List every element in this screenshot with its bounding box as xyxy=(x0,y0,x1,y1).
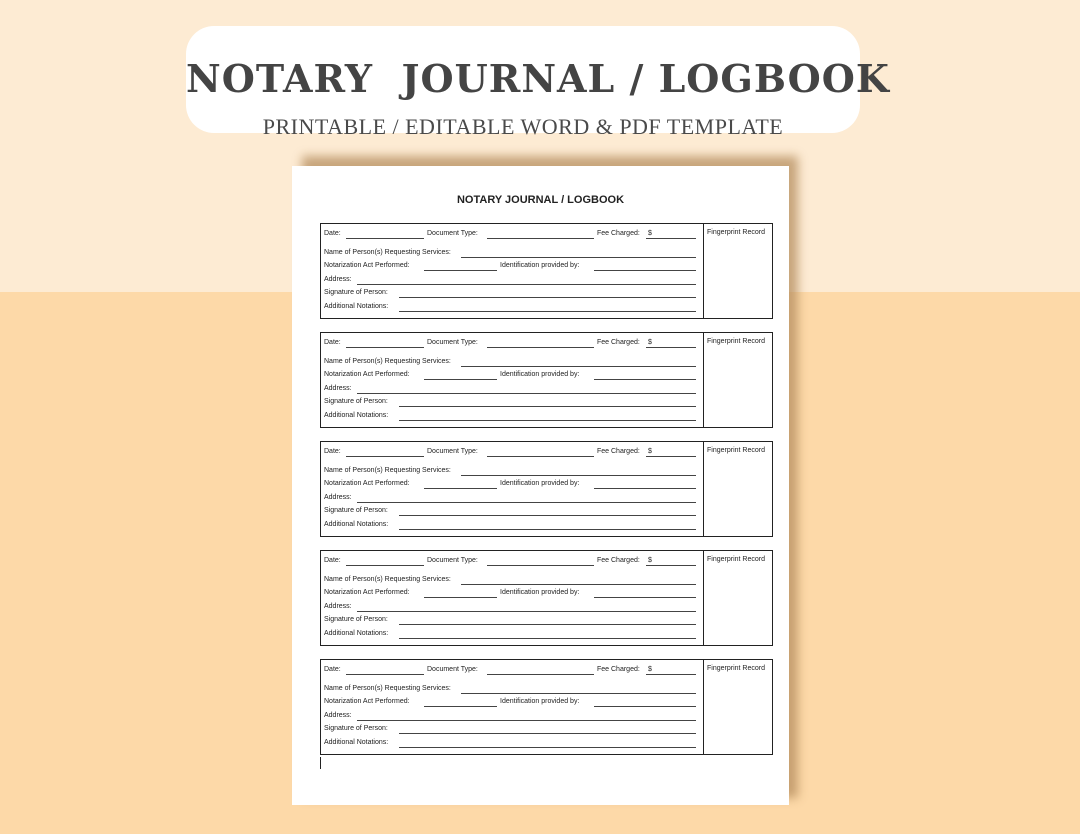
notations-label: Additional Notations: xyxy=(324,630,389,637)
address-field[interactable] xyxy=(357,284,696,285)
currency-symbol: $ xyxy=(648,230,652,237)
fingerprint-box xyxy=(703,224,773,318)
document-type-field[interactable] xyxy=(487,456,594,457)
document-type-field[interactable] xyxy=(487,674,594,675)
date-field[interactable] xyxy=(346,565,424,566)
act-label: Notarization Act Performed: xyxy=(324,371,410,378)
act-field[interactable] xyxy=(424,379,497,380)
notations-label: Additional Notations: xyxy=(324,521,389,528)
address-field[interactable] xyxy=(357,720,696,721)
notations-field[interactable] xyxy=(399,420,696,421)
currency-symbol: $ xyxy=(648,448,652,455)
fee-charged-label: Fee Charged: xyxy=(597,557,640,564)
currency-symbol: $ xyxy=(648,339,652,346)
address-label: Address: xyxy=(324,712,352,719)
date-field[interactable] xyxy=(346,674,424,675)
date-label: Date: xyxy=(324,448,341,455)
signature-field[interactable] xyxy=(399,515,696,516)
identification-field[interactable] xyxy=(594,379,696,380)
document-title: NOTARY JOURNAL / LOGBOOK xyxy=(456,194,625,206)
fingerprint-label: Fingerprint Record xyxy=(707,229,765,236)
identification-field[interactable] xyxy=(594,597,696,598)
signature-label: Signature of Person: xyxy=(324,289,388,296)
currency-symbol: $ xyxy=(648,666,652,673)
identification-field[interactable] xyxy=(594,270,696,271)
journal-entry xyxy=(320,223,773,319)
notations-field[interactable] xyxy=(399,638,696,639)
date-field[interactable] xyxy=(346,456,424,457)
identification-label: Identification provided by: xyxy=(500,262,580,269)
signature-field[interactable] xyxy=(399,297,696,298)
signature-label: Signature of Person: xyxy=(324,398,388,405)
identification-field[interactable] xyxy=(594,488,696,489)
signature-field[interactable] xyxy=(399,733,696,734)
persons-field[interactable] xyxy=(461,257,696,258)
act-field[interactable] xyxy=(424,488,497,489)
fee-charged-field[interactable] xyxy=(646,674,696,675)
fingerprint-label: Fingerprint Record xyxy=(707,665,765,672)
identification-label: Identification provided by: xyxy=(500,371,580,378)
fingerprint-label: Fingerprint Record xyxy=(707,447,765,454)
act-label: Notarization Act Performed: xyxy=(324,698,410,705)
signature-field[interactable] xyxy=(399,406,696,407)
fee-charged-label: Fee Charged: xyxy=(597,666,640,673)
document-type-field[interactable] xyxy=(487,565,594,566)
banner-title: NOTARY JOURNAL / LOGBOOK xyxy=(186,56,890,101)
margin-mark xyxy=(320,757,321,769)
act-field[interactable] xyxy=(424,706,497,707)
fingerprint-box xyxy=(703,333,773,427)
persons-label: Name of Person(s) Requesting Services: xyxy=(324,685,451,692)
notations-field[interactable] xyxy=(399,747,696,748)
document-type-label: Document Type: xyxy=(427,666,478,673)
notations-label: Additional Notations: xyxy=(324,303,389,310)
journal-entry xyxy=(320,659,773,755)
fingerprint-box xyxy=(703,660,773,754)
date-label: Date: xyxy=(324,666,341,673)
fee-charged-field[interactable] xyxy=(646,238,696,239)
address-label: Address: xyxy=(324,603,352,610)
act-field[interactable] xyxy=(424,597,497,598)
signature-label: Signature of Person: xyxy=(324,507,388,514)
date-label: Date: xyxy=(324,557,341,564)
address-label: Address: xyxy=(324,276,352,283)
document-type-label: Document Type: xyxy=(427,448,478,455)
date-label: Date: xyxy=(324,339,341,346)
document-type-label: Document Type: xyxy=(427,230,478,237)
title-banner xyxy=(186,26,890,139)
document-type-field[interactable] xyxy=(487,347,594,348)
fee-charged-label: Fee Charged: xyxy=(597,230,640,237)
identification-label: Identification provided by: xyxy=(500,480,580,487)
identification-label: Identification provided by: xyxy=(500,698,580,705)
fee-charged-field[interactable] xyxy=(646,347,696,348)
document-type-label: Document Type: xyxy=(427,339,478,346)
document-type-field[interactable] xyxy=(487,238,594,239)
journal-entry xyxy=(320,332,773,428)
act-label: Notarization Act Performed: xyxy=(324,262,410,269)
persons-field[interactable] xyxy=(461,366,696,367)
address-label: Address: xyxy=(324,385,352,392)
document-type-label: Document Type: xyxy=(427,557,478,564)
persons-field[interactable] xyxy=(461,584,696,585)
address-field[interactable] xyxy=(357,611,696,612)
journal-entry xyxy=(320,550,773,646)
banner-subtitle: PRINTABLE / EDITABLE WORD & PDF TEMPLATE xyxy=(262,114,784,139)
act-label: Notarization Act Performed: xyxy=(324,589,410,596)
currency-symbol: $ xyxy=(648,557,652,564)
notations-field[interactable] xyxy=(399,311,696,312)
persons-field[interactable] xyxy=(461,475,696,476)
date-label: Date: xyxy=(324,230,341,237)
fingerprint-box xyxy=(703,442,773,536)
date-field[interactable] xyxy=(346,347,424,348)
address-field[interactable] xyxy=(357,393,696,394)
notations-label: Additional Notations: xyxy=(324,412,389,419)
persons-label: Name of Person(s) Requesting Services: xyxy=(324,467,451,474)
act-field[interactable] xyxy=(424,270,497,271)
fee-charged-field[interactable] xyxy=(646,565,696,566)
fee-charged-label: Fee Charged: xyxy=(597,339,640,346)
signature-field[interactable] xyxy=(399,624,696,625)
notations-field[interactable] xyxy=(399,529,696,530)
signature-label: Signature of Person: xyxy=(324,616,388,623)
identification-label: Identification provided by: xyxy=(500,589,580,596)
fingerprint-box xyxy=(703,551,773,645)
date-field[interactable] xyxy=(346,238,424,239)
persons-label: Name of Person(s) Requesting Services: xyxy=(324,358,451,365)
signature-label: Signature of Person: xyxy=(324,725,388,732)
address-field[interactable] xyxy=(357,502,696,503)
journal-entry xyxy=(320,441,773,537)
persons-field[interactable] xyxy=(461,693,696,694)
address-label: Address: xyxy=(324,494,352,501)
document-page xyxy=(292,166,789,805)
fee-charged-field[interactable] xyxy=(646,456,696,457)
fingerprint-label: Fingerprint Record xyxy=(707,556,765,563)
notations-label: Additional Notations: xyxy=(324,739,389,746)
persons-label: Name of Person(s) Requesting Services: xyxy=(324,576,451,583)
fee-charged-label: Fee Charged: xyxy=(597,448,640,455)
persons-label: Name of Person(s) Requesting Services: xyxy=(324,249,451,256)
act-label: Notarization Act Performed: xyxy=(324,480,410,487)
identification-field[interactable] xyxy=(594,706,696,707)
fingerprint-label: Fingerprint Record xyxy=(707,338,765,345)
